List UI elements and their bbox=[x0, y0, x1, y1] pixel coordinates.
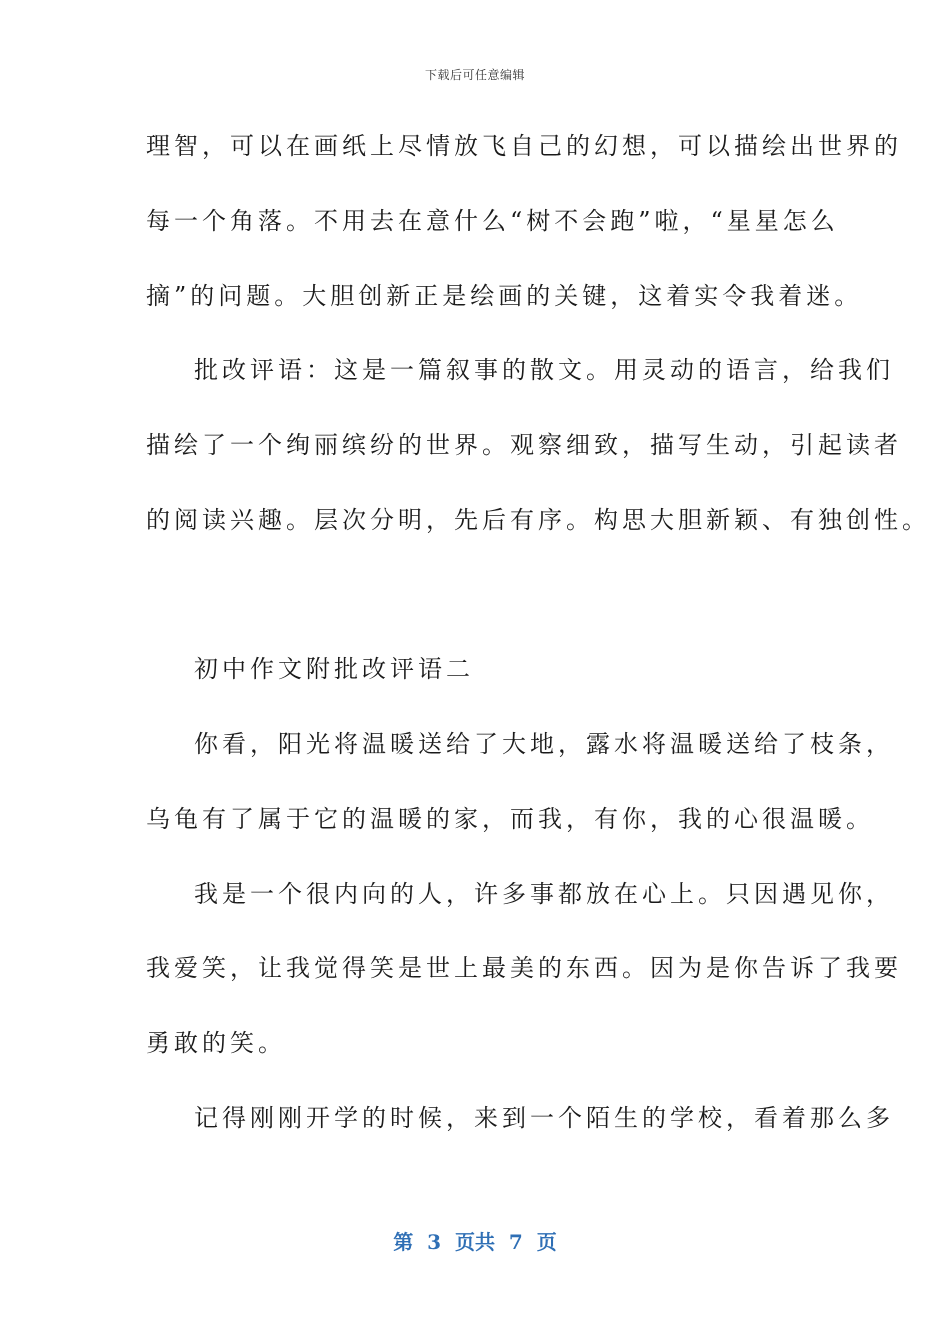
section-title: 初中作文附批改评语二 bbox=[194, 655, 474, 683]
text-line: 记得刚刚开学的时候，来到一个陌生的学校，看着那么多 bbox=[194, 1104, 894, 1132]
text-line: 的阅读兴趣。层次分明，先后有序。构思大胆新颖、有独创性。 bbox=[146, 506, 930, 534]
text-line: 摘”的问题。大胆创新正是绘画的关键，这着实令我着迷。 bbox=[146, 282, 863, 310]
text-line: 我是一个很内向的人，许多事都放在心上。只因遇见你， bbox=[194, 880, 894, 908]
text-line: 描绘了一个绚丽缤纷的世界。观察细致，描写生动，引起读者 bbox=[146, 431, 902, 459]
text-line: 每一个角落。不用去在意什么“树不会跑”啦，“星星怎么 bbox=[146, 207, 839, 235]
text-line: 你看，阳光将温暖送给了大地，露水将温暖送给了枝条， bbox=[194, 730, 894, 758]
text-line: 批改评语：这是一篇叙事的散文。用灵动的语言，给我们 bbox=[194, 356, 894, 384]
page-number-footer: 第 3 页共 7 页 bbox=[393, 1230, 557, 1254]
text-line: 理智，可以在画纸上尽情放飞自己的幻想，可以描绘出世界的 bbox=[146, 132, 902, 160]
text-line: 乌龟有了属于它的温暖的家，而我，有你，我的心很温暖。 bbox=[146, 805, 874, 833]
text-line: 我爱笑，让我觉得笑是世上最美的东西。因为是你告诉了我要 bbox=[146, 954, 902, 982]
text-line: 勇敢的笑。 bbox=[146, 1029, 286, 1057]
page-header-note: 下载后可任意编辑 bbox=[424, 68, 525, 82]
